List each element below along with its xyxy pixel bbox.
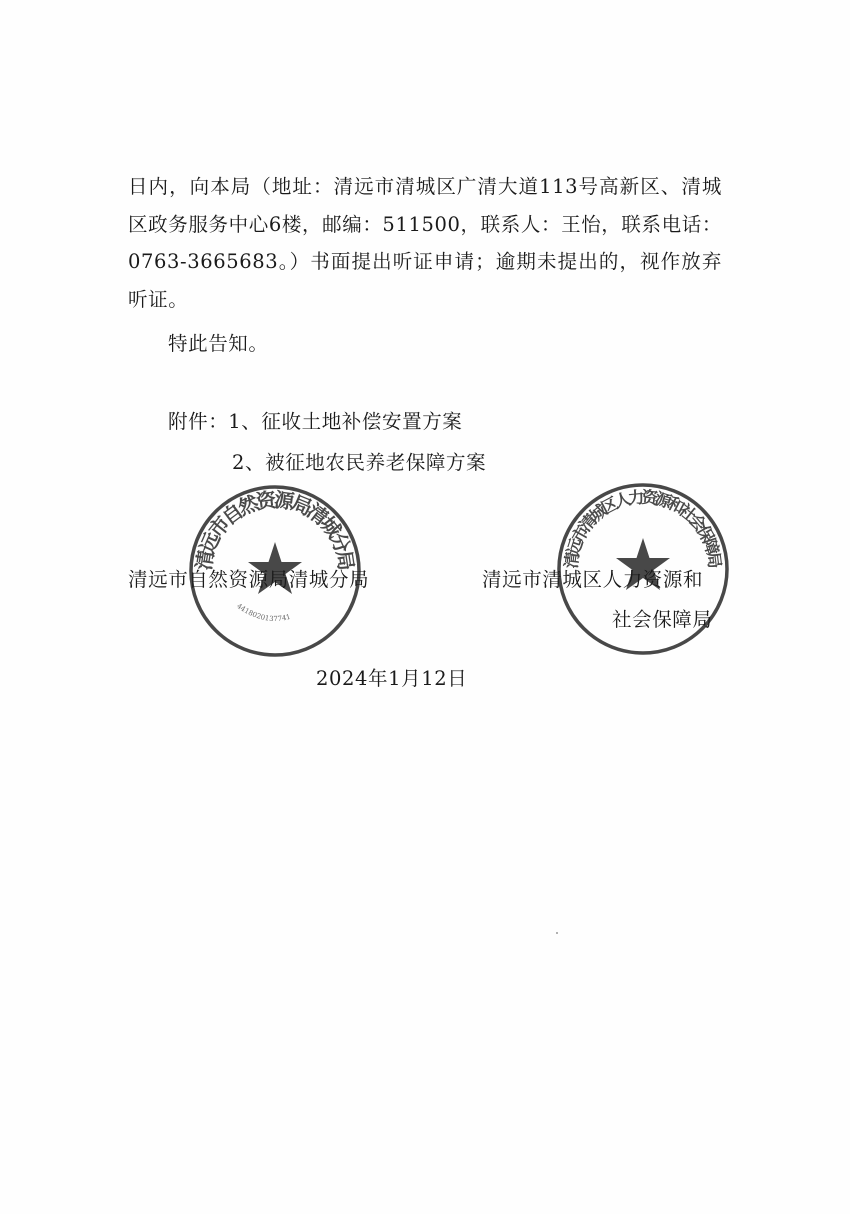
seal-right-text: 清远市清城区人力资源和社会保障局 — [561, 487, 725, 570]
attachment-item-1: 附件：1、征收土地补偿安置方案 — [168, 410, 463, 433]
signature-right-line2: 社会保障局 — [612, 608, 713, 631]
seal-left-code: 4418020137741 — [235, 602, 292, 624]
closing-notice: 特此告知。 — [168, 332, 269, 355]
attachment-item-2: 2、被征地农民养老保障方案 — [232, 451, 487, 474]
document-date: 2024年1月12日 — [316, 667, 468, 690]
signature-right-line1: 清远市清城区人力资源和 — [482, 568, 704, 591]
seal-left-text: 清远市自然资源局清城分局 — [191, 487, 359, 572]
scan-speck — [556, 932, 558, 934]
body-paragraph: 日内，向本局（地址：清远市清城区广清大道113号高新区、清城区政务服务中心6楼，邮编：511500，联系人：王怡，联系电话：0763-3665683。）书面提出听证申请；逾期未提出的，视作放弃听证。 — [128, 175, 722, 311]
signature-left: 清远市自然资源局清城分局 — [128, 568, 370, 591]
